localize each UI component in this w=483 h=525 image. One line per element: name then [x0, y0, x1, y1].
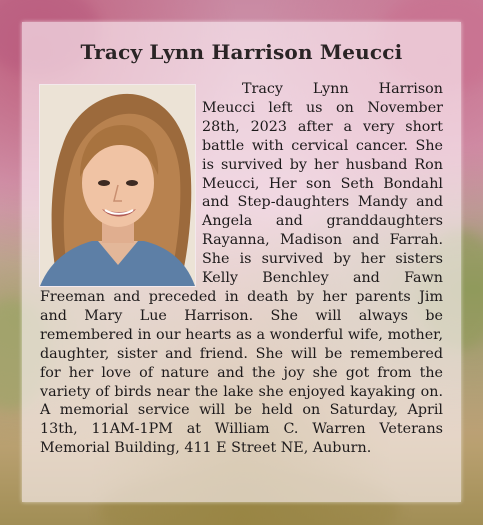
photo-spacer	[40, 80, 202, 287]
obituary-body	[40, 80, 443, 458]
obituary-title: Tracy Lynn Harrison Meucci	[80, 40, 403, 64]
obituary-text: Tracy Lynn Harrison Meucci left us on November 28th, 2023 after a very short battle with cervical cancer. She is survived by her husband Ron Meucci, Her son Seth Bondahl and Step-daughters Mandy and Angela and granddaughters Rayanna, Madison and Farrah. She is survived by her sisters Kelly Benchley and Fawn Freeman and preceded in death by her parents Jim and Mary Lue Harrison. She will always be remembered in our hearts as a wonderful wife, mother, daughter, sister and friend. She will be remembered for her love of nature and the joy she got from the variety of birds near the lake she enjoyed kayaking on. A memorial service will be held on Saturday, April 13th, 11AM-1PM at William C. Warren Veterans Memorial Building, 411 E Street NE, Auburn.	[40, 81, 443, 457]
